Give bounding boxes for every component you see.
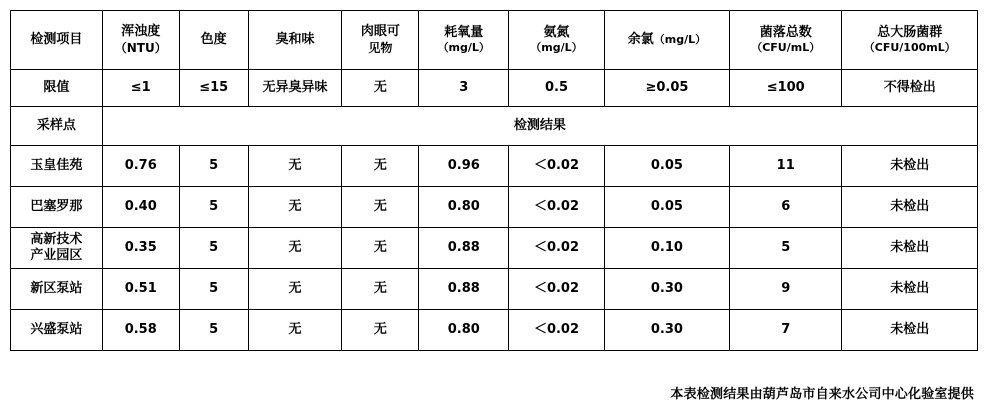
cell-colony-count: 11 xyxy=(729,146,842,187)
cell-residual-chlorine: 0.10 xyxy=(604,228,729,269)
header-unit: （mg/L） xyxy=(530,41,583,55)
header-cell-colony-count xyxy=(729,11,842,70)
cell-ammonia-nitrogen: ＜0.02 xyxy=(509,310,605,351)
cell-chroma: 5 xyxy=(179,310,248,351)
test-result-label: 检测结果 xyxy=(102,107,977,146)
section-row xyxy=(11,107,978,146)
header-label-line2: 见物 xyxy=(368,40,393,55)
header-cell-odor-taste xyxy=(248,11,342,70)
water-quality-report xyxy=(10,10,978,351)
row-site-line1: 新区泵站 xyxy=(30,281,83,297)
table-header-row xyxy=(11,11,978,70)
cell-residual-chlorine: 0.05 xyxy=(604,146,729,187)
header-cell-ammonia-nitrogen xyxy=(509,11,605,70)
table-row xyxy=(11,228,978,269)
header-unit: （mg/L） xyxy=(437,41,490,55)
cell-total-coliform: 未检出 xyxy=(842,310,978,351)
cell-odor-taste: 无 xyxy=(248,310,342,351)
cell-colony-count: 5 xyxy=(729,228,842,269)
row-site xyxy=(11,187,103,228)
header-unit: （mg/L） xyxy=(653,32,707,46)
cell-chroma: 5 xyxy=(179,187,248,228)
cell-ammonia-nitrogen: ＜0.02 xyxy=(509,228,605,269)
cell-total-coliform: 未检出 xyxy=(842,228,978,269)
cell-chroma: 5 xyxy=(179,269,248,310)
table-row xyxy=(11,146,978,187)
header-unit: （CFU/100mL） xyxy=(863,41,956,55)
row-site-line1: 巴塞罗那 xyxy=(30,199,83,215)
row-site xyxy=(11,146,103,187)
header-label: 色度 xyxy=(200,31,227,47)
row-site xyxy=(11,228,103,269)
cell-oxygen-consumption: 0.80 xyxy=(419,187,509,228)
cell-oxygen-consumption: 0.88 xyxy=(419,228,509,269)
limit-turbidity: ≤1 xyxy=(102,70,179,107)
table-row xyxy=(11,269,978,310)
cell-turbidity: 0.40 xyxy=(102,187,179,228)
row-site xyxy=(11,269,103,310)
header-label: 总大肠菌群 xyxy=(877,25,943,40)
header-cell-total-coliform xyxy=(842,11,978,70)
sampling-point-label: 采样点 xyxy=(11,107,103,146)
limit-visible-matter: 无 xyxy=(342,70,419,107)
header-cell-turbidity xyxy=(102,11,179,70)
cell-turbidity: 0.35 xyxy=(102,228,179,269)
header-cell-residual-chlorine xyxy=(604,11,729,70)
cell-chroma: 5 xyxy=(179,228,248,269)
header-label: 菌落总数 xyxy=(759,25,812,40)
row-site xyxy=(11,310,103,351)
header-cell-oxygen-consumption xyxy=(419,11,509,70)
cell-oxygen-consumption: 0.96 xyxy=(419,146,509,187)
cell-colony-count: 7 xyxy=(729,310,842,351)
limit-odor-taste: 无异臭异味 xyxy=(248,70,342,107)
report-footnote: 本表检测结果由葫芦岛市自来水公司中心化验室提供 xyxy=(670,387,974,402)
header-label: 臭和味 xyxy=(275,31,315,47)
cell-ammonia-nitrogen: ＜0.02 xyxy=(509,187,605,228)
header-cell-chroma xyxy=(179,11,248,70)
limit-oxygen-consumption: 3 xyxy=(419,70,509,107)
cell-ammonia-nitrogen: ＜0.02 xyxy=(509,146,605,187)
header-label: 肉眼可 xyxy=(360,24,400,40)
header-unit: （CFU/mL） xyxy=(751,41,821,55)
limit-row xyxy=(11,70,978,107)
cell-odor-taste: 无 xyxy=(248,146,342,187)
cell-total-coliform: 未检出 xyxy=(842,187,978,228)
header-label: 浑浊度 xyxy=(121,24,161,40)
header-label: 检测项目 xyxy=(30,31,83,47)
table-row xyxy=(11,187,978,228)
header-label: 耗氧量 xyxy=(444,25,484,40)
cell-odor-taste: 无 xyxy=(248,269,342,310)
limit-row-label: 限值 xyxy=(11,70,103,107)
cell-visible-matter: 无 xyxy=(342,187,419,228)
table-row xyxy=(11,310,978,351)
cell-total-coliform: 未检出 xyxy=(842,146,978,187)
cell-turbidity: 0.58 xyxy=(102,310,179,351)
cell-total-coliform: 未检出 xyxy=(842,269,978,310)
limit-total-coliform: 不得检出 xyxy=(842,70,978,107)
cell-oxygen-consumption: 0.80 xyxy=(419,310,509,351)
header-label: 氨氮 xyxy=(543,25,570,40)
cell-colony-count: 9 xyxy=(729,269,842,310)
header-cell-item xyxy=(11,11,103,70)
row-site-line1: 兴盛泵站 xyxy=(30,322,83,338)
water-quality-table xyxy=(10,10,978,351)
limit-colony-count: ≤100 xyxy=(729,70,842,107)
cell-oxygen-consumption: 0.88 xyxy=(419,269,509,310)
cell-visible-matter: 无 xyxy=(342,228,419,269)
cell-odor-taste: 无 xyxy=(248,228,342,269)
cell-odor-taste: 无 xyxy=(248,187,342,228)
cell-visible-matter: 无 xyxy=(342,146,419,187)
cell-residual-chlorine: 0.30 xyxy=(604,269,729,310)
cell-chroma: 5 xyxy=(179,146,248,187)
header-label: 余氯 xyxy=(627,31,654,47)
row-site-line1: 玉皇佳苑 xyxy=(30,158,83,174)
row-site-line2: 产业园区 xyxy=(30,248,83,263)
cell-turbidity: 0.76 xyxy=(102,146,179,187)
row-site-line1: 高新技术 xyxy=(30,232,83,248)
limit-residual-chlorine: ≥0.05 xyxy=(604,70,729,107)
cell-ammonia-nitrogen: ＜0.02 xyxy=(509,269,605,310)
cell-residual-chlorine: 0.05 xyxy=(604,187,729,228)
cell-residual-chlorine: 0.30 xyxy=(604,310,729,351)
cell-colony-count: 6 xyxy=(729,187,842,228)
limit-ammonia-nitrogen: 0.5 xyxy=(509,70,605,107)
cell-visible-matter: 无 xyxy=(342,269,419,310)
header-unit: （NTU） xyxy=(114,40,167,55)
header-cell-visible-matter xyxy=(342,11,419,70)
cell-visible-matter: 无 xyxy=(342,310,419,351)
cell-turbidity: 0.51 xyxy=(102,269,179,310)
limit-chroma: ≤15 xyxy=(179,70,248,107)
